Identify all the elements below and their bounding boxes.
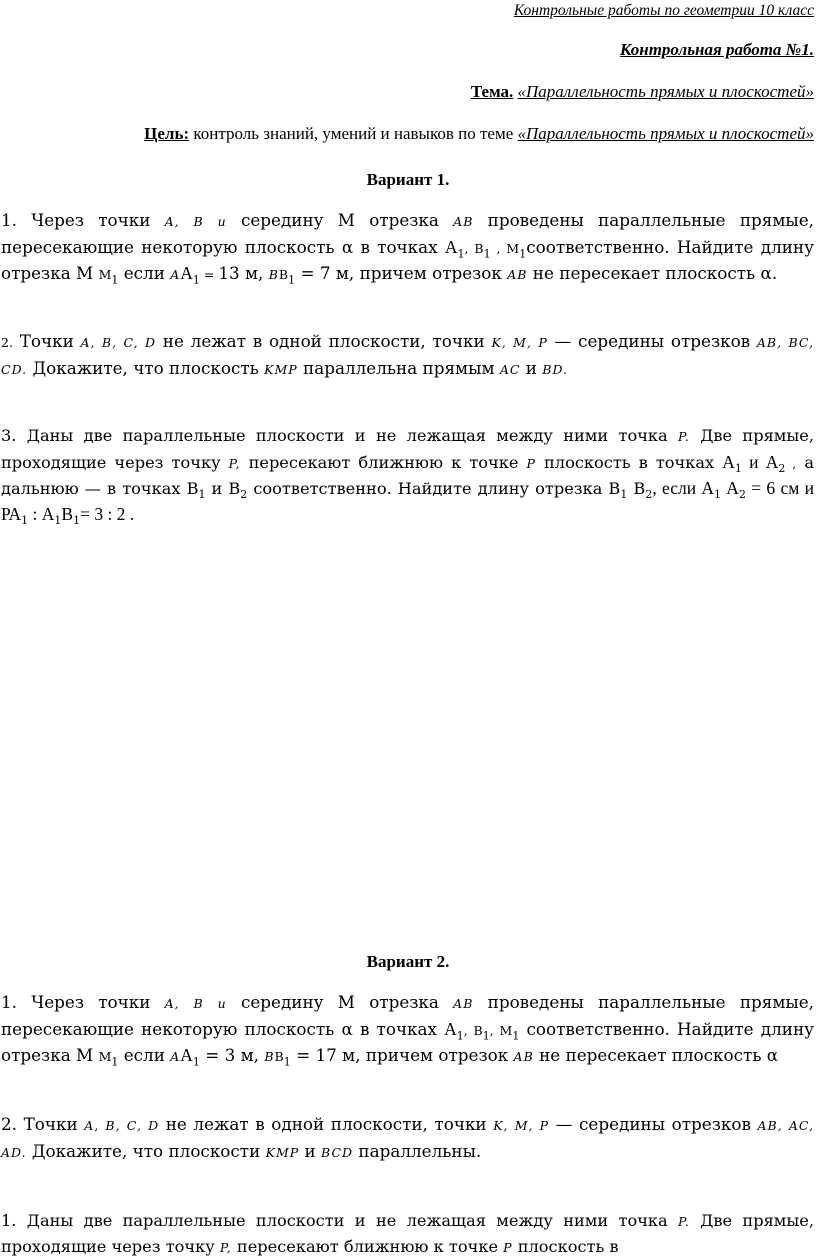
variant1-title: Вариант 1. bbox=[366, 170, 450, 189]
topic-label: Тема. bbox=[470, 82, 514, 101]
variant1-task1: 1. Через точки A, B и середину М отрезка AB проведены параллельные прямые, пересекающие некоторую плоскость α в точках $А_1$, $В_1$ , $М_1соответственно$. Найдите длину отрезка М $М_1$ если $AА_1 = 13$ м, $BВ_1 = 7$ м, причем отрезок AB не пересекает плоскость α. bbox=[1, 210, 815, 287]
course-header: Контрольные работы по геометрии 10 класс bbox=[513, 2, 814, 19]
variant2-task3: 1. Даны две параллельные плоскости и не лежащая между ними точка P. Две прямые, проходящие через точку P, пересекают ближнюю к точке P плоскость в bbox=[1, 1211, 814, 1256]
goal-line bbox=[144, 124, 814, 144]
topic-line bbox=[471, 82, 814, 102]
variant2-task1: 1. Через точки A, B и середину М отрезка AB проведены параллельные прямые, пересекающие некоторую плоскость α в точках $А_1$, $В_1$, $М_1$ соответственно. Найдите длину отрезка М $М_1$ если $AА_1 = 3$ м, $BВ_1 = 17$ м, причем отрезок AB не пересекает плоскость α bbox=[1, 992, 815, 1069]
variant2-task2: 2. Точки A, B, C, D не лежат в одной плоскости, точки K, M, P — середины отрезков AB, AC, AD. Докажите, что плоскости KMP и BCD параллельны. bbox=[1, 1114, 814, 1161]
topic-text: «Параллельность прямых и плоскостей» bbox=[517, 82, 814, 101]
goal-label: Цель: bbox=[144, 124, 190, 143]
variant2-title: Вариант 2. bbox=[366, 952, 450, 971]
goal-text: контроль знаний, умений и навыков по теме bbox=[189, 124, 518, 143]
variant1-task2: 2. Точки A, B, C, D не лежат в одной плоскости, точки K, M, P — середины отрезков AB, BC, CD. Докажите, что плоскость KMP параллельна прямым AC и BD. bbox=[1, 331, 815, 378]
variant1-task3: 3. Даны две параллельные плоскости и не лежащая между ними точка P. Две прямые, проходящие через точку P, пересекают ближнюю к точке P плоскость в точках $А_1$ и $А_2$ , а дальнюю — в точках $В_1$ и $В_2$ соответственно. Найдите длину отрезка $В_1$ $В_2$, если $А_1$ $А_2 = 6$ см и $РА_1$ : $А_1В_1= 3$ : 2 . bbox=[1, 426, 815, 527]
goal-topic: «Параллельность прямых и плоскостей» bbox=[517, 124, 814, 143]
work-title: Контрольная работа №1. bbox=[619, 40, 814, 59]
